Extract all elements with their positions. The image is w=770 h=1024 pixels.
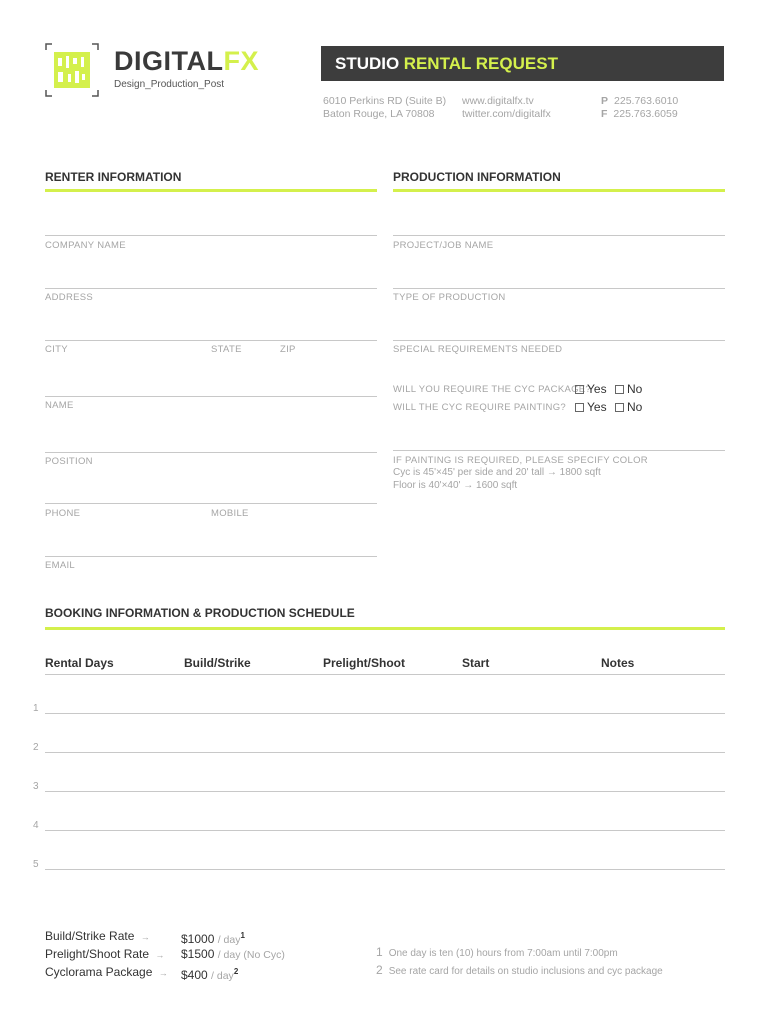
footnote-1: [376, 945, 618, 959]
cyc-package-question: WILL YOU REQUIRE THE CYC PACKAGE?: [393, 384, 592, 395]
rate-label: Build/Strike Rate: [45, 929, 135, 943]
mobile-label: MOBILE: [211, 508, 249, 519]
col-start: Start: [462, 656, 490, 670]
cyc-painting-no[interactable]: [615, 400, 642, 414]
rate-footnote-ref: 1: [240, 931, 245, 940]
footnote-text: See rate card for details on studio inclusions and cyc package: [388, 966, 663, 977]
rate-unit: / day: [211, 970, 234, 982]
booking-section-title: BOOKING INFORMATION & PRODUCTION SCHEDULE: [45, 606, 355, 620]
twitter-link[interactable]: twitter.com/digitalfx: [462, 108, 551, 120]
production-type-label: TYPE OF PRODUCTION: [393, 292, 506, 303]
city-label: CITY: [45, 344, 68, 355]
rate-label: Cyclorama Package: [45, 965, 153, 979]
special-requirements-label: SPECIAL REQUIREMENTS NEEDED: [393, 344, 563, 355]
phone-number: 225.763.6010: [614, 95, 679, 107]
production-divider: [393, 189, 725, 192]
cyc-painting-yes[interactable]: [575, 400, 607, 414]
state-label: STATE: [211, 344, 242, 355]
project-name-field[interactable]: [393, 235, 725, 236]
rate-price: $1500: [181, 947, 215, 961]
footnote-text: One day is ten (10) hours from 7:00am until 7:00pm: [388, 948, 618, 959]
web-block: [462, 95, 551, 121]
address-line1: 6010 Perkins RD (Suite B): [323, 95, 447, 107]
floor-size-note: Floor is 40'×40' → 1600 sqft: [393, 480, 518, 491]
email-label: EMAIL: [45, 560, 76, 571]
address-label: ADDRESS: [45, 292, 94, 303]
table-header-rule: [45, 674, 725, 675]
logo-tagline: Design_Production_Post: [114, 79, 225, 90]
cyc-size-note: Cyc is 45'×45' per side and 20' tall → 1800 sqft: [393, 467, 601, 478]
city-state-zip-field[interactable]: [45, 340, 377, 341]
address-line2: Baton Rouge, LA 70808: [323, 108, 435, 120]
rate-footnote-ref: 2: [233, 967, 239, 976]
row-number: 2: [33, 742, 39, 753]
company-name-label: COMPANY NAME: [45, 240, 126, 251]
cyc-painting-question: WILL THE CYC REQUIRE PAINTING?: [393, 402, 566, 413]
col-notes: Notes: [601, 656, 635, 670]
title-bold: STUDIO: [335, 54, 400, 73]
checkbox-icon[interactable]: [575, 385, 584, 394]
fax-number: 225.763.6059: [613, 108, 678, 120]
rate-item: [45, 927, 245, 946]
logo-name-accent: FX: [223, 46, 259, 76]
table-row[interactable]: [45, 752, 725, 753]
project-name-label: PROJECT/JOB NAME: [393, 240, 494, 251]
footnote-2: [376, 963, 663, 977]
renter-divider: [45, 189, 377, 192]
arrow-icon: →: [158, 968, 168, 978]
footnote-number: 1: [376, 945, 383, 959]
no-label: No: [627, 400, 643, 414]
checkbox-icon[interactable]: [615, 385, 624, 394]
company-name-field[interactable]: [45, 235, 377, 236]
renter-section-title: RENTER INFORMATION: [45, 170, 182, 184]
title-banner: [321, 46, 724, 81]
col-prelight-shoot: Prelight/Shoot: [323, 656, 405, 670]
phone-mobile-field[interactable]: [45, 503, 377, 504]
paint-color-field[interactable]: [393, 450, 725, 451]
fax-prefix: F: [601, 108, 608, 120]
zip-label: ZIP: [280, 344, 296, 355]
booking-divider: [45, 627, 725, 630]
table-row[interactable]: [45, 830, 725, 831]
position-field[interactable]: [45, 452, 377, 453]
phone-block: [601, 95, 678, 121]
name-field[interactable]: [45, 396, 377, 397]
arrow-icon: →: [155, 950, 165, 960]
rate-list: [45, 927, 285, 982]
footnote-number: 2: [376, 963, 383, 977]
rate-price: $1000: [181, 932, 215, 946]
cyc-package-yes[interactable]: [575, 382, 607, 396]
row-number: 5: [33, 859, 39, 870]
logo-name: DIGITAL: [114, 46, 224, 76]
address-block: [323, 95, 446, 121]
title-rest: RENTAL REQUEST: [403, 54, 558, 73]
col-build-strike: Build/Strike: [184, 656, 251, 670]
no-label: No: [627, 382, 643, 396]
website-link[interactable]: www.digitalfx.tv: [462, 95, 534, 107]
logo-mark-icon: [44, 42, 100, 98]
cyc-package-no[interactable]: [615, 382, 642, 396]
phone-label: PHONE: [45, 508, 81, 519]
table-row[interactable]: [45, 869, 725, 870]
row-number: 3: [33, 781, 39, 792]
table-row[interactable]: [45, 791, 725, 792]
rate-unit: / day (No Cyc): [217, 949, 285, 961]
rate-price: $400: [181, 968, 208, 982]
special-requirements-field[interactable]: [393, 340, 725, 341]
table-row[interactable]: [45, 713, 725, 714]
rate-item: [45, 963, 239, 982]
checkbox-icon[interactable]: [615, 403, 624, 412]
phone-prefix: P: [601, 95, 609, 107]
production-section-title: PRODUCTION INFORMATION: [393, 170, 561, 184]
position-label: POSITION: [45, 456, 93, 467]
email-field[interactable]: [45, 556, 377, 557]
paint-color-label: IF PAINTING IS REQUIRED, PLEASE SPECIFY COLOR: [393, 455, 648, 466]
rate-item: [45, 945, 285, 963]
address-field[interactable]: [45, 288, 377, 289]
row-number: 4: [33, 820, 39, 831]
yes-label: Yes: [587, 400, 607, 414]
rate-unit: / day: [217, 934, 241, 946]
arrow-icon: →: [140, 932, 150, 942]
name-label: NAME: [45, 400, 74, 411]
row-number: 1: [33, 703, 39, 714]
rate-label: Prelight/Shoot Rate: [45, 947, 150, 961]
checkbox-icon[interactable]: [575, 403, 584, 412]
production-type-field[interactable]: [393, 288, 725, 289]
logo: [44, 42, 284, 98]
col-rental-days: Rental Days: [45, 656, 114, 670]
yes-label: Yes: [587, 382, 607, 396]
